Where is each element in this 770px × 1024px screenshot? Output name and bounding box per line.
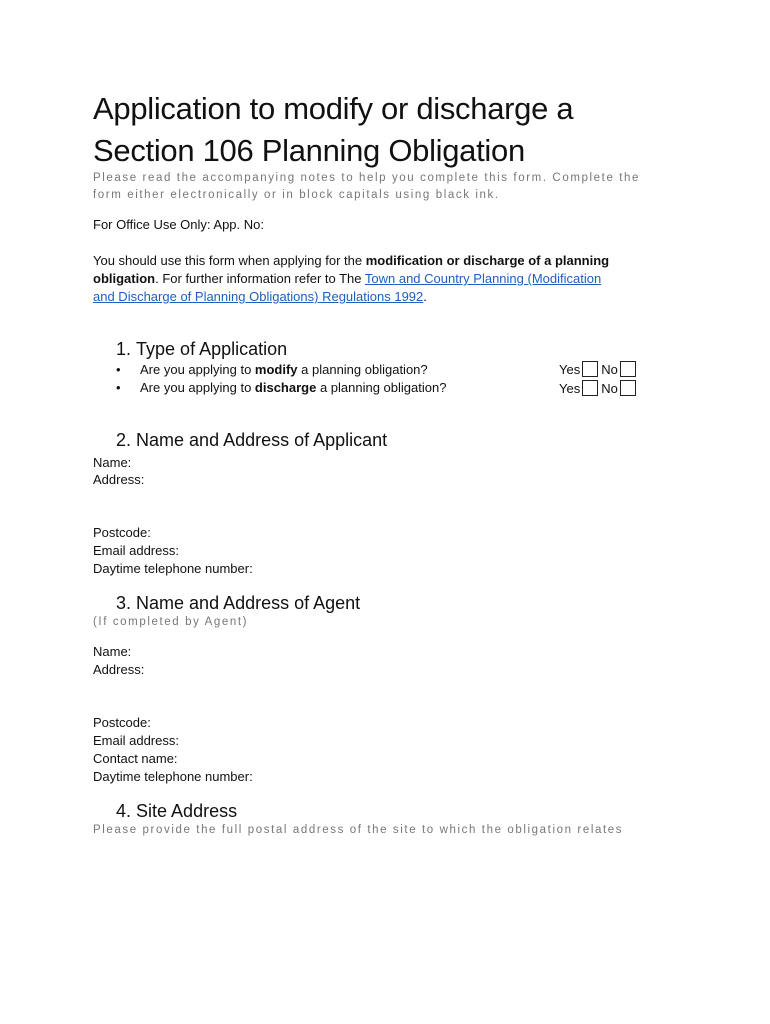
section-2-heading — [116, 430, 387, 451]
usage-paragraph-line-2 — [93, 271, 601, 286]
question-modify — [140, 362, 428, 377]
section-3-title: Name and Address of Agent — [136, 593, 361, 613]
discharge-yes-checkbox[interactable] — [582, 380, 598, 396]
section-2-title: Name and Address of Applicant — [136, 430, 388, 450]
discharge-no-checkbox[interactable] — [620, 380, 636, 396]
usage-end: . — [423, 289, 427, 304]
regulations-link-continued[interactable]: and Discharge of Planning Obligations) Regulations 1992 — [93, 289, 424, 304]
agent-postcode-field[interactable]: Postcode: — [93, 715, 151, 730]
yes-label: Yes — [559, 361, 581, 377]
applicant-name-field[interactable]: Name: — [93, 455, 132, 470]
section-4-number: 4. — [116, 801, 132, 821]
agent-address-field[interactable]: Address: — [93, 662, 145, 677]
applicant-phone-field[interactable]: Daytime telephone number: — [93, 561, 253, 576]
form-title-line-2: Section 106 Planning Obligation — [93, 133, 525, 168]
section-4-title: Site Address — [136, 801, 238, 821]
modify-yes-checkbox[interactable] — [582, 361, 598, 377]
applicant-postcode-field[interactable]: Postcode: — [93, 525, 151, 540]
question-text: Are you applying to — [140, 362, 255, 377]
form-title-line-1: Application to modify or discharge a — [93, 91, 574, 126]
applicant-address-field[interactable]: Address: — [93, 472, 145, 487]
section-1-title: Type of Application — [136, 339, 288, 359]
question-bold: discharge — [254, 380, 317, 395]
discharge-yes-no — [559, 380, 639, 396]
section-1-heading — [116, 339, 287, 360]
site-address-note: Please provide the full postal address of the site to which the obligation relates — [93, 824, 624, 836]
bullet-icon: • — [116, 380, 121, 395]
intro-text-line-1: Please read the accompanying notes to help you complete this form. Complete the — [93, 172, 641, 184]
regulations-link[interactable]: Town and Country Planning (Modification — [364, 271, 602, 286]
agent-email-field[interactable]: Email address: — [93, 733, 179, 748]
question-text-end: a planning obligation? — [316, 380, 447, 395]
yes-label: Yes — [559, 380, 581, 396]
usage-bold-text: modification or discharge of a planning — [365, 253, 610, 268]
no-label: No — [601, 380, 618, 396]
agent-phone-field[interactable]: Daytime telephone number: — [93, 769, 253, 784]
section-3-heading — [116, 593, 360, 614]
applicant-email-field[interactable]: Email address: — [93, 543, 179, 558]
question-text: Are you applying to — [140, 380, 255, 395]
usage-bold-text-2: obligation — [93, 271, 156, 286]
usage-paragraph-line-1 — [93, 253, 609, 268]
agent-contact-field[interactable]: Contact name: — [93, 751, 178, 766]
office-use-label: For Office Use Only: App. No: — [93, 217, 264, 232]
intro-text-line-2: form either electronically or in block capitals using black ink. — [93, 189, 500, 201]
section-3-number: 3. — [116, 593, 132, 613]
agent-name-field[interactable]: Name: — [93, 644, 132, 659]
modify-yes-no — [559, 361, 639, 377]
modify-no-checkbox[interactable] — [620, 361, 636, 377]
no-label: No — [601, 361, 618, 377]
bullet-icon: • — [116, 362, 121, 377]
question-discharge — [140, 380, 446, 395]
usage-text: You should use this form when applying for the — [93, 253, 366, 268]
section-4-heading — [116, 801, 237, 822]
question-text-end: a planning obligation? — [297, 362, 428, 377]
usage-text-2: . For further information refer to The — [155, 271, 365, 286]
question-bold: modify — [254, 362, 298, 377]
usage-paragraph-line-3 — [93, 289, 427, 304]
section-1-number: 1. — [116, 339, 132, 359]
section-2-number: 2. — [116, 430, 132, 450]
agent-note: (If completed by Agent) — [93, 616, 249, 628]
